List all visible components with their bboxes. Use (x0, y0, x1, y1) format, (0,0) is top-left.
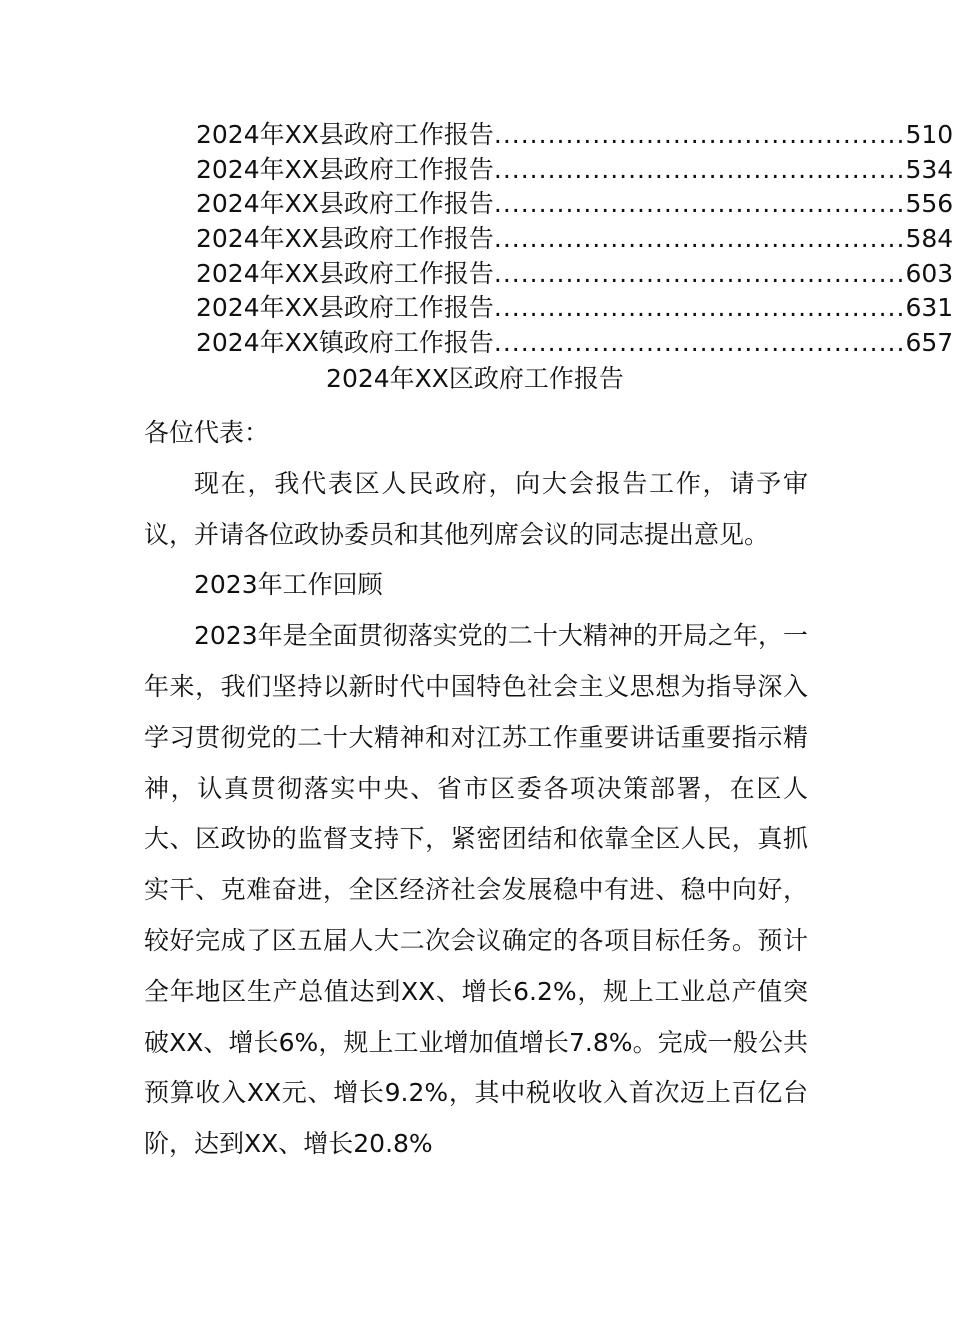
toc-leader-dots: .............................................. (493, 224, 906, 254)
toc-leader-dots: .............................................. (493, 189, 906, 219)
toc-entry[interactable] (196, 118, 953, 153)
toc-entry-page: 584 (905, 224, 953, 254)
document-title: 2024年XX区政府工作报告 (326, 364, 624, 393)
toc-leader-dots: .............................................. (493, 328, 906, 358)
intro-paragraph: 现在，我代表区人民政府，向大会报告工作，请予审议，并请各位政协委员和其他列席会议的同志提出意见。 (144, 468, 808, 549)
toc-entry-page: 603 (905, 258, 953, 288)
toc-entry-title: 2024年XX县政府工作报告 (196, 293, 494, 323)
toc-entry-page: 510 (905, 120, 953, 149)
toc-entry-page: 657 (905, 328, 953, 358)
toc-entry[interactable] (196, 291, 953, 326)
toc-leader-dots: .............................................. (493, 120, 906, 149)
toc-entry-title: 2024年XX县政府工作报告 (196, 189, 494, 219)
toc-entry-page: 556 (905, 189, 953, 219)
toc-entry[interactable] (196, 257, 953, 292)
toc-entry-title: 2024年XX县政府工作报告 (196, 258, 494, 288)
toc-leader-dots: .............................................. (493, 154, 906, 184)
toc-leader-dots: .............................................. (493, 293, 906, 323)
toc-entry-page: 631 (905, 293, 953, 323)
toc-leader-dots: .............................................. (493, 258, 906, 288)
toc-entry-title: 2024年XX县政府工作报告 (196, 224, 494, 254)
toc-entry[interactable] (196, 222, 953, 257)
toc-entry-page: 534 (905, 154, 953, 184)
body-paragraph: 2023年是全面贯彻落实党的二十大精神的开局之年，一年来，我们坚持以新时代中国特色社会主义思想为指导深入学习贯彻党的二十大精神和对江苏工作重要讲话重要指示精神，认真贯彻落实中央、省市区委各项决策部署，在区人大、区政协的监督支持下，紧密团结和依靠全区人民，真抓实干、克难奋进，全区经济社会发展稳中有进、稳中向好，较好完成了区五届人大二次会议确定的各项目标任务。预计全年地区生产总值达到XX、增长6.2%，规上工业总产值突破XX、增长6%，规上工业增加值增长7.8%。完成一般公共预算收入XX元、增长9.2%，其中税收收入首次迈上百亿台阶，达到XX、增长20.8% (144, 621, 808, 1159)
section-heading: 2023年工作回顾 (194, 570, 383, 600)
toc-entry-title: 2024年XX县政府工作报告 (196, 120, 494, 149)
toc-entry[interactable] (196, 326, 953, 361)
toc-entry-title: 2024年XX县政府工作报告 (196, 154, 494, 184)
document-body (144, 408, 808, 1170)
toc-entry-title: 2024年XX镇政府工作报告 (196, 328, 494, 358)
toc-entry[interactable] (196, 187, 953, 222)
table-of-contents (196, 118, 953, 361)
salutation: 各位代表： (144, 418, 270, 447)
toc-entry[interactable] (196, 153, 953, 188)
